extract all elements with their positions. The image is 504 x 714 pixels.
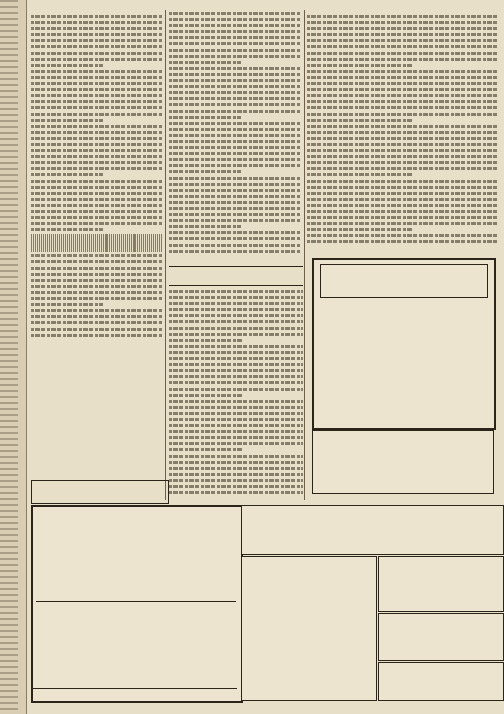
footer-cell — [36, 690, 98, 700]
text-line — [31, 226, 103, 232]
liebesgaben-title — [320, 264, 488, 298]
liebesgaben-item — [324, 356, 486, 365]
liebesgaben-item — [324, 338, 486, 347]
market-price-table — [31, 234, 162, 252]
liebesgabenzwecke-advertisement — [31, 505, 243, 703]
article-column-2 — [169, 10, 300, 272]
right-advertisement — [378, 662, 504, 701]
text-line — [31, 332, 162, 338]
landsturm-notice — [31, 480, 169, 504]
column-1-body-text — [31, 13, 162, 232]
footer-cell — [101, 690, 171, 700]
divider — [36, 601, 236, 602]
liebesgaben-item — [324, 365, 486, 374]
left-gutter-adjacent-page — [0, 0, 27, 714]
liebesgaben-item — [324, 347, 486, 356]
column-2-body-text — [169, 10, 300, 254]
article-column-3 — [307, 10, 497, 262]
liebesgaben-advertisement — [312, 258, 496, 430]
kaiser-notice-header — [169, 266, 303, 286]
bottom-imprint-strip — [31, 700, 502, 712]
liebesgaben-item-list — [324, 302, 486, 383]
liebesgabenzwecke-title — [36, 509, 236, 531]
text-line — [307, 238, 497, 244]
right-advertisement — [378, 556, 504, 612]
text-line — [169, 489, 303, 495]
liebesgaben-item — [324, 320, 486, 329]
frauen-advertisement — [241, 556, 377, 701]
article-column-1 — [31, 10, 162, 480]
column-1-body-text-lower — [31, 252, 162, 337]
liebesgaben-item — [324, 311, 486, 320]
auction-notice — [241, 505, 504, 555]
column-3-body-text — [307, 13, 497, 245]
gutter-print-bars — [0, 0, 18, 714]
text-line — [169, 248, 300, 254]
column-2-lower-body-text — [169, 288, 303, 495]
cafe-advertisement — [312, 430, 494, 494]
right-advertisement — [378, 613, 504, 661]
liebesgaben-item — [324, 374, 486, 383]
liebesgaben-item — [324, 302, 486, 311]
footer-cell — [174, 690, 234, 700]
column-rule — [165, 10, 166, 500]
article-column-2-lower — [169, 288, 303, 500]
liebesgaben-item — [324, 329, 486, 338]
column-rule — [304, 10, 305, 500]
